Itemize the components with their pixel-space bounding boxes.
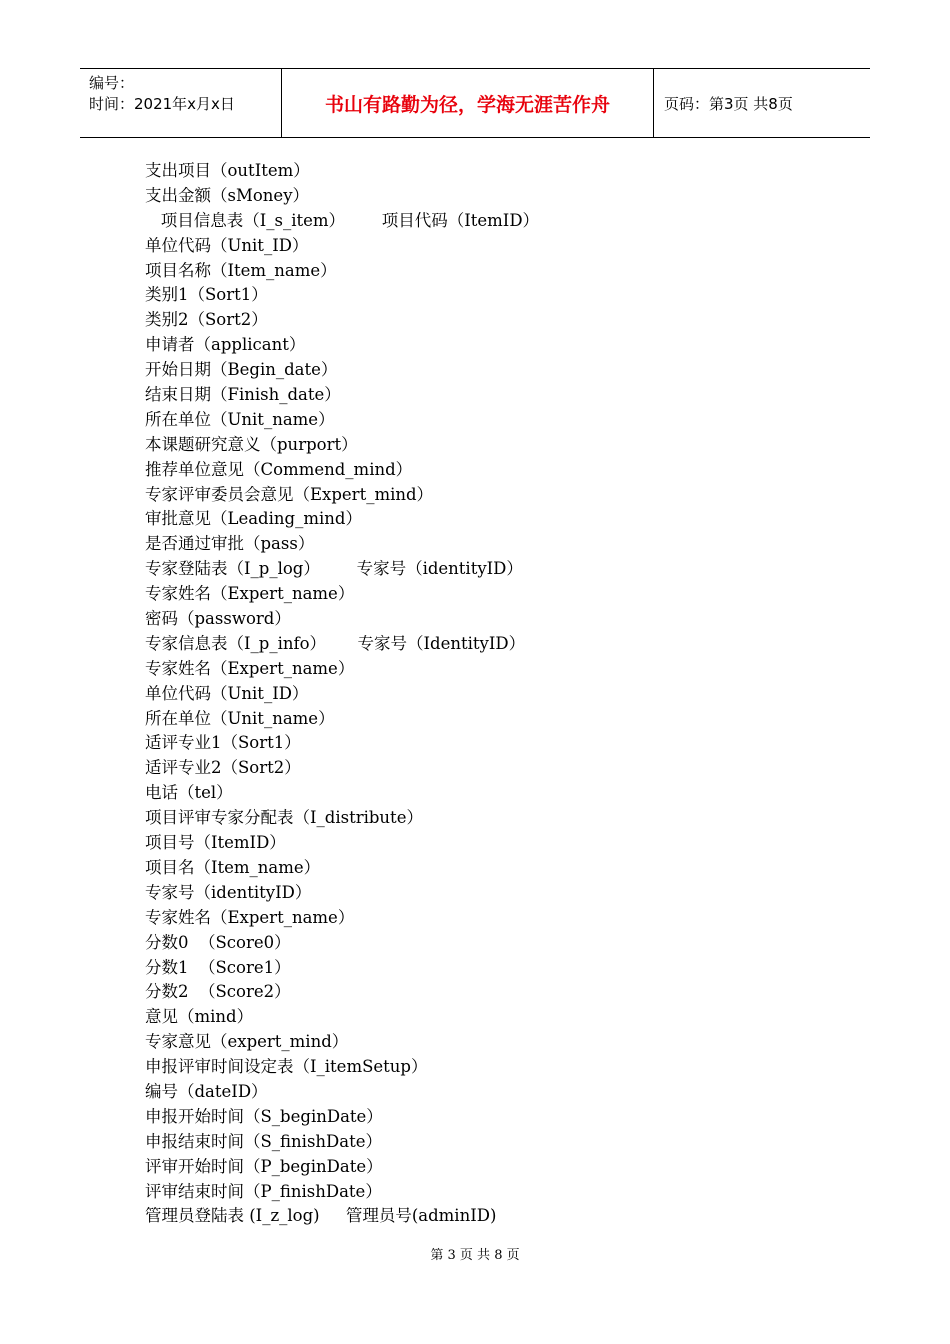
field-line: 分数1 （Score1） <box>145 957 291 977</box>
field-line: 意见（mind） <box>145 1007 254 1027</box>
field-line: 分数2 （Score2） <box>145 982 291 1002</box>
field-line: 推荐单位意见（Commend_mind） <box>145 459 413 479</box>
table-title-line: 项目信息表（I_s_item） 项目代码（ItemID） <box>145 210 540 230</box>
field-line: 评审开始时间（P_beginDate） <box>145 1156 383 1176</box>
table-title-line: 专家信息表（I_p_info） 专家号（IdentityID） <box>145 633 526 653</box>
field-line: 支出金额（sMoney） <box>145 185 310 205</box>
field-list <box>145 159 845 1229</box>
field-line: 专家姓名（Expert_name） <box>145 584 355 604</box>
field-line: 类别2（Sort2） <box>145 310 268 330</box>
table-title-line: 项目评审专家分配表（I_distribute） <box>145 808 423 828</box>
field-line: 所在单位（Unit_name） <box>145 708 335 728</box>
field-line: 评审结束时间（P_finishDate） <box>145 1181 382 1201</box>
field-line: 结束日期（Finish_date） <box>145 385 341 405</box>
field-line: 是否通过审批（pass） <box>145 534 315 554</box>
table-title-line: 专家登陆表（I_p_log） 专家号（identityID） <box>145 559 523 579</box>
header-motto: 书山有路勤为径，学海无涯苦作舟 <box>281 69 654 137</box>
field-line: 专家号（identityID） <box>145 882 312 902</box>
field-line: 分数0 （Score0） <box>145 932 291 952</box>
field-line: 编号（dateID） <box>145 1081 268 1101</box>
table-title-line: 申报评审时间设定表（I_itemSetup） <box>145 1057 428 1077</box>
field-line: 本课题研究意义（purport） <box>145 434 358 454</box>
field-line: 专家意见（expert_mind） <box>145 1032 349 1052</box>
field-line: 项目名（Item_name） <box>145 857 321 877</box>
field-line: 支出项目（outItem） <box>145 161 310 180</box>
header-meta <box>80 69 281 137</box>
field-line: 密码（password） <box>145 609 291 629</box>
field-line: 申报结束时间（S_finishDate） <box>145 1131 383 1151</box>
field-line: 专家姓名（Expert_name） <box>145 658 355 678</box>
field-line: 项目号（ItemID） <box>145 833 286 853</box>
field-line: 开始日期（Begin_date） <box>145 360 338 380</box>
field-line: 单位代码（Unit_ID） <box>145 235 309 255</box>
field-line: 申报开始时间（S_beginDate） <box>145 1106 383 1126</box>
field-line: 项目名称（Item_name） <box>145 260 337 280</box>
field-line: 适评专业2（Sort2） <box>145 758 301 778</box>
field-line: 适评专业1（Sort1） <box>145 733 301 753</box>
number-label: 编号： <box>89 74 135 92</box>
time-label: 时间：2021年x月x日 <box>89 95 235 113</box>
page-footer: 第 3 页 共 8 页 <box>430 1248 520 1263</box>
header-page-info: 页码：第3页 共8页 <box>664 94 793 113</box>
field-line: 电话（tel） <box>145 783 233 803</box>
field-line: 审批意见（Leading_mind） <box>145 509 362 529</box>
field-line: 专家评审委员会意见（Expert_mind） <box>145 484 434 504</box>
field-line: 申请者（applicant） <box>145 335 306 355</box>
field-line: 类别1（Sort1） <box>145 285 268 305</box>
table-title-line: 管理员登陆表 (I_z_log) 管理员号(adminID) <box>145 1206 497 1226</box>
field-line: 专家姓名（Expert_name） <box>145 907 355 927</box>
page-header <box>80 68 870 138</box>
field-line: 所在单位（Unit_name） <box>145 409 335 429</box>
field-line: 单位代码（Unit_ID） <box>145 683 309 703</box>
